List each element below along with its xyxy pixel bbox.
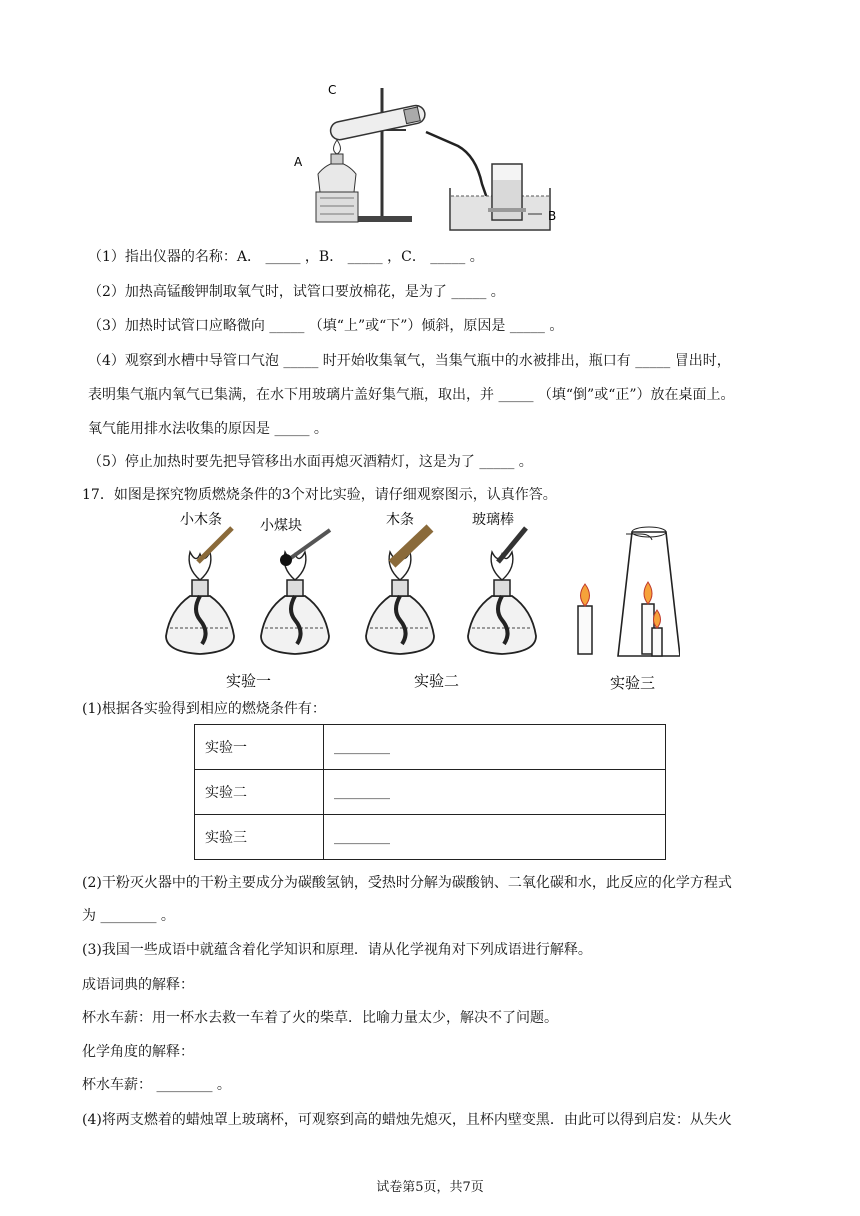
dict-text: 杯水车薪：用一杯水去救一车着了火的柴草．比喻力量太少，解决不了问题。 bbox=[82, 1010, 558, 1026]
label-a: A bbox=[294, 155, 303, 169]
caption-exp2: 实验二 bbox=[414, 672, 460, 690]
label-wood: 木条 bbox=[386, 512, 414, 528]
q17-part2-line2: 为 ________ 。 bbox=[82, 908, 175, 924]
label-b: B bbox=[548, 209, 557, 223]
caption-exp1: 实验一 bbox=[226, 672, 272, 690]
q16-part5: （5）停止加热时要先把导管移出水面再熄灭酒精灯，这是为了 _____ 。 bbox=[88, 454, 533, 470]
answer-blank[interactable]: ________ bbox=[324, 815, 666, 860]
page-footer: 试卷第5页，共7页 bbox=[376, 1180, 484, 1195]
row-label: 实验一 bbox=[195, 725, 324, 770]
caption-exp3: 实验三 bbox=[610, 674, 656, 692]
q16-part4-line1: （4）观察到水槽中导管口气泡 _____ 时开始收集氧气，当集气瓶中的水被排出，瓶口有 _____ 冒出时， bbox=[88, 353, 731, 369]
q17-part4: (4)将两支燃着的蜡烛罩上玻璃杯，可观察到高的蜡烛先熄灭，且杯内壁变黑．由此可以得到启发：从失火 bbox=[82, 1112, 732, 1128]
row-label: 实验三 bbox=[195, 815, 324, 860]
q16-part1: （1）指出仪器的名称：A． _____ ，B． _____ ，C． _____ 。 bbox=[88, 249, 484, 265]
oxygen-apparatus-figure bbox=[286, 84, 576, 232]
conditions-table bbox=[194, 724, 666, 860]
label-c: C bbox=[328, 84, 337, 97]
q16-part4-line2: 表明集气瓶内氧气已集满，在水下用玻璃片盖好集气瓶，取出，并 _____ （填“倒”或“正”）放在桌面上。 bbox=[88, 387, 735, 403]
table-row bbox=[195, 725, 666, 770]
table-row bbox=[195, 770, 666, 815]
row-label: 实验二 bbox=[195, 770, 324, 815]
combustion-experiments-figure bbox=[160, 510, 680, 694]
chem-title: 化学角度的解释： bbox=[82, 1044, 194, 1060]
q17-part2-line1: (2)干粉灭火器中的干粉主要成分为碳酸氢钠，受热时分解为碳酸钠、二氧化碳和水，此反应的化学方程式 bbox=[82, 875, 732, 891]
q16-part2: （2）加热高锰酸钾制取氧气时，试管口要放棉花，是为了 _____ 。 bbox=[88, 284, 505, 300]
label-glass-rod: 玻璃棒 bbox=[472, 512, 514, 528]
q17-part1: (1)根据各实验得到相应的燃烧条件有： bbox=[82, 701, 326, 717]
q16-part4-line3: 氧气能用排水法收集的原因是 _____ 。 bbox=[88, 421, 328, 437]
q17-stem: 17．如图是探究物质燃烧条件的3个对比实验，请仔细观察图示，认真作答。 bbox=[82, 487, 557, 503]
answer-blank[interactable]: ________ bbox=[324, 725, 666, 770]
chem-text: 杯水车薪： ________ 。 bbox=[82, 1077, 231, 1093]
dict-title: 成语词典的解释： bbox=[82, 977, 194, 993]
answer-blank[interactable]: ________ bbox=[324, 770, 666, 815]
label-small-coal: 小煤块 bbox=[260, 518, 302, 534]
q16-part3: （3）加热时试管口应略微向 _____ （填“上”或“下”）倾斜，原因是 _____ 。 bbox=[88, 318, 564, 334]
table-row bbox=[195, 815, 666, 860]
label-small-wood: 小木条 bbox=[180, 512, 222, 528]
q17-part3: (3)我国一些成语中就蕴含着化学知识和原理．请从化学视角对下列成语进行解释。 bbox=[82, 942, 592, 958]
